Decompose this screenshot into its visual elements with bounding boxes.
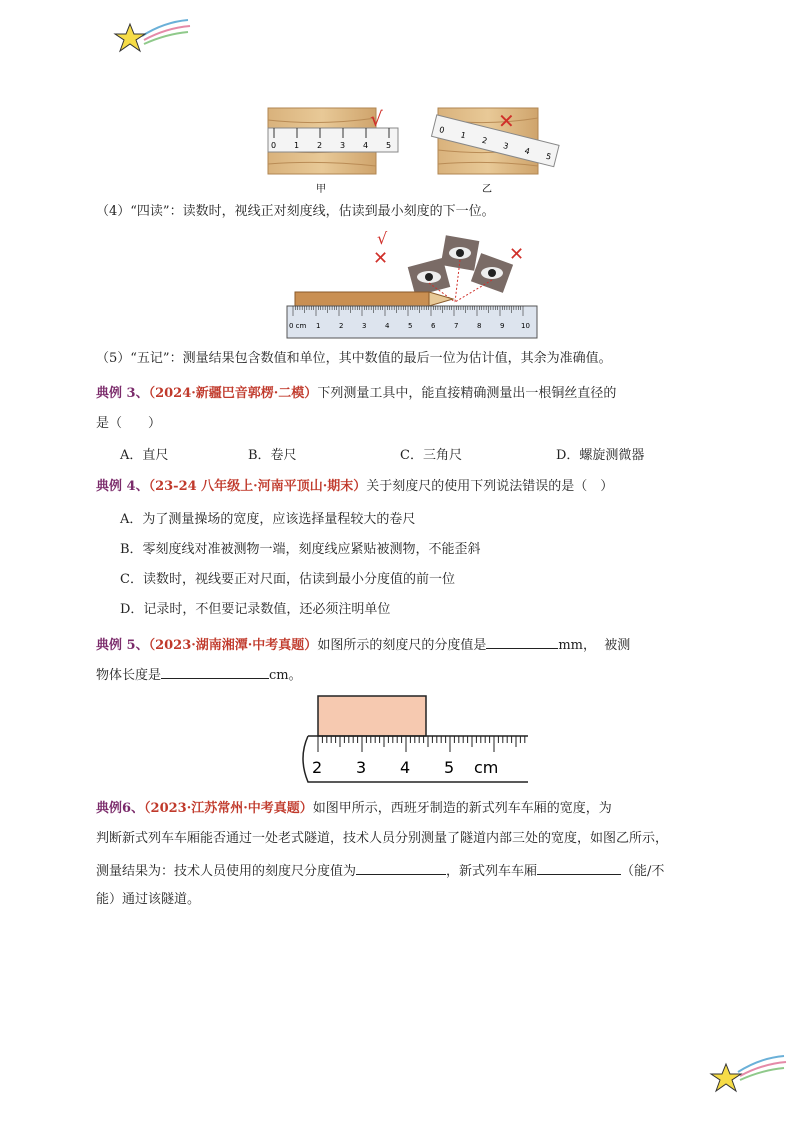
example-tag: 典例 4、	[96, 479, 149, 494]
answer-blank	[356, 860, 446, 875]
eye-icon	[441, 235, 480, 270]
ruler-tick-label: 7	[454, 322, 459, 330]
option-b: B．卷尺	[248, 448, 297, 463]
answer-blank	[537, 860, 621, 875]
ruler-jia-tick-label: 1	[294, 141, 300, 150]
item-5-text: （5）“五记”：测量结果包含数值和单位，其中数值的最后一位为估计值，其余为准确值。	[96, 351, 612, 366]
option-a: A．为了测量操场的宽度，应该选择量程较大的卷尺	[120, 512, 416, 527]
example-6-stem: 典例6、（2023·江苏常州·中考真题）如图甲所示，西班牙制造的新式列车车厢的宽度，为	[96, 801, 612, 816]
ruler-tick-label: 1	[316, 322, 321, 330]
answer-blank	[161, 664, 269, 679]
example-source: （2023·湖南湘潭·中考真题）	[148, 638, 318, 653]
option-a: A．直尺	[120, 448, 169, 463]
example-3-stem-cont: 是（ ）	[96, 416, 162, 431]
ruler-tick-label: 4	[385, 322, 390, 330]
ruler-tick-label: 5	[444, 758, 455, 777]
ruler-tick-label: 3	[362, 322, 367, 330]
option-c: C．读数时，视线要正对尺面，估读到最小分度值的前一位	[120, 572, 455, 587]
shooting-star-icon-top	[112, 18, 192, 62]
option-d: D．螺旋测微器	[556, 448, 645, 463]
ruler-tick-label: 8	[477, 322, 482, 330]
ruler-yi-tick-label: 2	[480, 135, 489, 146]
example-3-stem: 典例 3、（2024·新疆巴音郭楞·二模）下列测量工具中，能直接精确测量出一根铜丝直径的	[96, 386, 617, 401]
ruler-unit-label: cm	[474, 758, 499, 777]
example-source: （2023·江苏常州·中考真题）	[144, 801, 313, 816]
ruler-tick-label: 9	[500, 322, 505, 330]
ruler-jia-tick-label: 0	[271, 141, 277, 150]
ruler-yi-tick-label: 3	[502, 141, 510, 151]
shooting-star-icon-bottom	[708, 1054, 788, 1098]
example-5-stem: 典例 5、（2023·湖南湘潭·中考真题）如图所示的刻度尺的分度值是 mm， 被测	[96, 634, 630, 656]
answer-blank	[486, 634, 558, 649]
ruler-tick-label: 0 cm	[289, 322, 307, 330]
check-mark-icon: √	[370, 107, 383, 131]
example-tag: 典例6、	[96, 801, 145, 816]
ruler-jia-tick-label: 2	[317, 141, 323, 150]
check-mark-icon: √	[377, 229, 388, 248]
example-tag: 典例 3、	[96, 386, 149, 401]
ruler-jia-tick-label: 3	[340, 141, 346, 150]
cross-mark-icon: ✕	[509, 244, 525, 265]
figure-label-yi: 乙	[482, 184, 492, 195]
example-5-stem-cont: 物体长度是 cm。	[96, 664, 302, 686]
item-4-text: （4）“四读”：读数时，视线正对刻度线，估读到最小刻度的下一位。	[96, 204, 495, 219]
cross-mark-icon: ✕	[498, 109, 515, 133]
ruler-jia-tick-label: 5	[386, 141, 392, 150]
ruler-tick-label: 6	[431, 322, 436, 330]
ruler-tick-label: 4	[400, 758, 411, 777]
option-b: B．零刻度线对准被测物一端，刻度线应紧贴被测物，不能歪斜	[120, 542, 481, 557]
option-d: D．记录时，不但要记录数值，还必须注明单位	[120, 602, 391, 617]
example-6-line-4: 能）通过该隧道。	[96, 892, 201, 907]
option-c: C．三角尺	[400, 448, 462, 463]
example-6-line-2: 判断新式列车车厢能否通过一处老式隧道，技术人员分别测量了隧道内部三处的宽度，如图乙所示，	[96, 831, 669, 846]
example-4-stem: 典例 4、（23-24 八年级上·河南平顶山·期末）关于刻度尺的使用下列说法错误的是（ ）	[96, 479, 614, 494]
ruler-tick-label: 5	[408, 322, 413, 330]
ruler-yi-tick-label: 0	[438, 125, 446, 136]
figure-measure-block	[294, 694, 534, 790]
example-source: （23-24 八年级上·河南平顶山·期末）	[148, 479, 367, 494]
ruler-tick-label: 10	[521, 322, 530, 330]
figure-eye-reading	[285, 228, 545, 346]
eye-icon	[471, 253, 513, 293]
example-6-line-3: 测量结果为：技术人员使用的刻度尺分度值为 ，新式列车车厢 （能/不	[96, 860, 664, 882]
ruler-yi-tick-label: 5	[545, 151, 553, 162]
example-tag: 典例 5、	[96, 638, 149, 653]
ruler-yi-tick-label: 4	[523, 146, 531, 157]
example-source: （2024·新疆巴音郭楞·二模）	[148, 386, 318, 401]
cross-mark-icon: ✕	[373, 248, 389, 269]
ruler-tick-label: 2	[312, 758, 323, 777]
figure-ruler-placement	[260, 100, 560, 200]
ruler-tick-label: 3	[356, 758, 367, 777]
ruler-tick-label: 2	[339, 322, 344, 330]
ruler-jia-tick-label: 4	[363, 141, 369, 150]
figure-label-jia: 甲	[316, 184, 326, 195]
ruler-yi-tick-label: 1	[459, 130, 467, 141]
